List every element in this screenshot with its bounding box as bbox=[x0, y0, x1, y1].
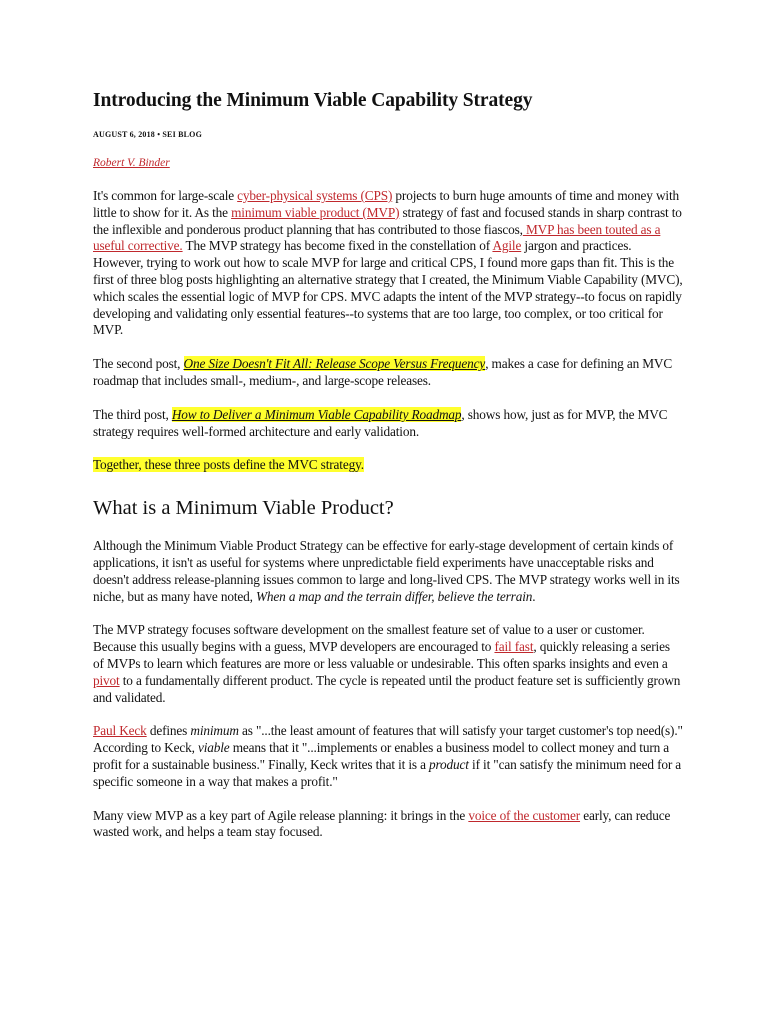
p1-text-2: . bbox=[532, 588, 536, 604]
second-post-text-1: The second post, bbox=[93, 356, 184, 372]
fail-fast-link[interactable]: fail fast bbox=[494, 639, 534, 655]
p3-text-4: if it "can satisfy the minimum need for a specific someone in a way that makes a profit." bbox=[93, 756, 682, 789]
third-post-text-1: The third post, bbox=[93, 406, 172, 422]
p4-text-1: Many view MVP as a key part of Agile release planning: it brings in the bbox=[93, 807, 469, 823]
keck-paragraph bbox=[93, 723, 683, 790]
article-title: Introducing the Minimum Viable Capability Strategy bbox=[93, 90, 533, 111]
p2-text-2: , quickly releasing a series of MVPs to learn which features are more or less valuable or undesirable. This often sparks insights and even a bbox=[93, 639, 670, 671]
second-post-paragraph bbox=[93, 356, 683, 390]
second-post-text-2: , makes a case for defining an MVC roadmap that includes small-, medium-, and large-scope releases. bbox=[93, 356, 673, 388]
third-post-paragraph bbox=[93, 407, 683, 441]
viable-term: viable bbox=[197, 740, 230, 756]
intro-text-3: strategy of fast and focused stands in sharp contrast to the inflexible and ponderous product planning that has contributed to those fiascos, bbox=[93, 204, 682, 237]
third-post-text-2: , shows how, just as for MVP, the MVC strategy requires well-formed architecture and early validation. bbox=[93, 406, 668, 439]
section-heading: What is a Minimum Viable Product? bbox=[93, 497, 394, 520]
paul-keck-link[interactable]: Paul Keck bbox=[93, 723, 147, 739]
agile-paragraph bbox=[93, 808, 683, 842]
intro-text-2: projects to burn huge amounts of time and money with little to show for it. As the bbox=[93, 188, 679, 220]
intro-text-1: It's common for large-scale bbox=[93, 188, 238, 203]
agile-link[interactable]: Agile bbox=[492, 238, 522, 254]
p4-text-2: early, can reduce wasted work, and helps a team stay focused. bbox=[93, 807, 671, 840]
together-highlight: Together, these three posts define the MVC strategy. bbox=[93, 457, 364, 473]
p3-text-1: defines bbox=[146, 723, 191, 739]
second-post-link-label: One Size Doesn't Fit All: Release Scope Versus Frequency bbox=[183, 356, 486, 372]
intro-paragraph bbox=[93, 188, 683, 339]
second-post-link[interactable] bbox=[184, 356, 486, 371]
mvp-link[interactable]: minimum viable product (MVP) bbox=[231, 204, 400, 220]
p3-text-3: means that it "...implements or enables a business model to collect money and turn a profit for a sustainable business." Finally, Keck writes that it is a bbox=[93, 740, 670, 772]
intro-text-4: The MVP strategy has become fixed in the constellation of bbox=[182, 238, 493, 254]
p3-text-2: as "...the least amount of features that will satisfy your target customer's top need(s)." According to Keck, bbox=[93, 723, 683, 756]
mvp-definition-paragraph bbox=[93, 538, 683, 605]
third-post-link[interactable] bbox=[172, 407, 462, 422]
p2-text-1: The MVP strategy focuses software development on the smallest feature set of value to a user or customer. Because this usually begins with a guess, MVP developers are encouraged to bbox=[93, 622, 645, 655]
minimum-term: minimum bbox=[190, 723, 239, 739]
pivot-link[interactable]: pivot bbox=[93, 672, 120, 688]
article-meta: AUGUST 6, 2018 • SEI BLOG bbox=[93, 130, 203, 139]
voice-of-customer-link[interactable]: voice of the customer bbox=[468, 807, 581, 823]
article-body bbox=[93, 86, 683, 841]
cps-link[interactable]: cyber-physical systems (CPS) bbox=[237, 188, 393, 203]
p1-text-1: Although the Minimum Viable Product Strategy can be effective for early-stage development of certain kinds of applications, it isn't as useful for systems where unpredictable field experiments have unacceptable risks and doesn't address release-planning issues common to large and long-lived CPS. The MVP strategy works well in its niche, but as many have noted, bbox=[93, 538, 680, 604]
product-term: product bbox=[429, 756, 469, 772]
author-link[interactable]: Robert V. Binder bbox=[93, 157, 170, 169]
together-paragraph bbox=[93, 457, 683, 474]
third-post-link-label: How to Deliver a Minimum Viable Capability Roadmap bbox=[171, 406, 462, 422]
p2-text-3: to a fundamentally different product. The cycle is repeated until the product feature set is sufficiently grown and validated. bbox=[93, 672, 681, 705]
terrain-quote: When a map and the terrain differ, believe the terrain bbox=[256, 588, 533, 604]
author-line bbox=[93, 155, 683, 171]
corrective-link[interactable]: MVP has been touted as a useful corrective. bbox=[93, 221, 661, 254]
intro-text-5: jargon and practices. However, trying to work out how to scale MVP for large and critical CPS, I found more gaps than fit. This is the first of three blog posts highlighting an alternative strategy that I created, the Minimum Viable Capability (MVC), which scales the essential logic of MVP for CPS. MVC adapts the intent of the MVP strategy--to focus on rapidly developing and validating only essential features--to systems that are too large, too complex, or too critical for MVP. bbox=[93, 238, 683, 338]
mvp-focus-paragraph bbox=[93, 622, 683, 706]
